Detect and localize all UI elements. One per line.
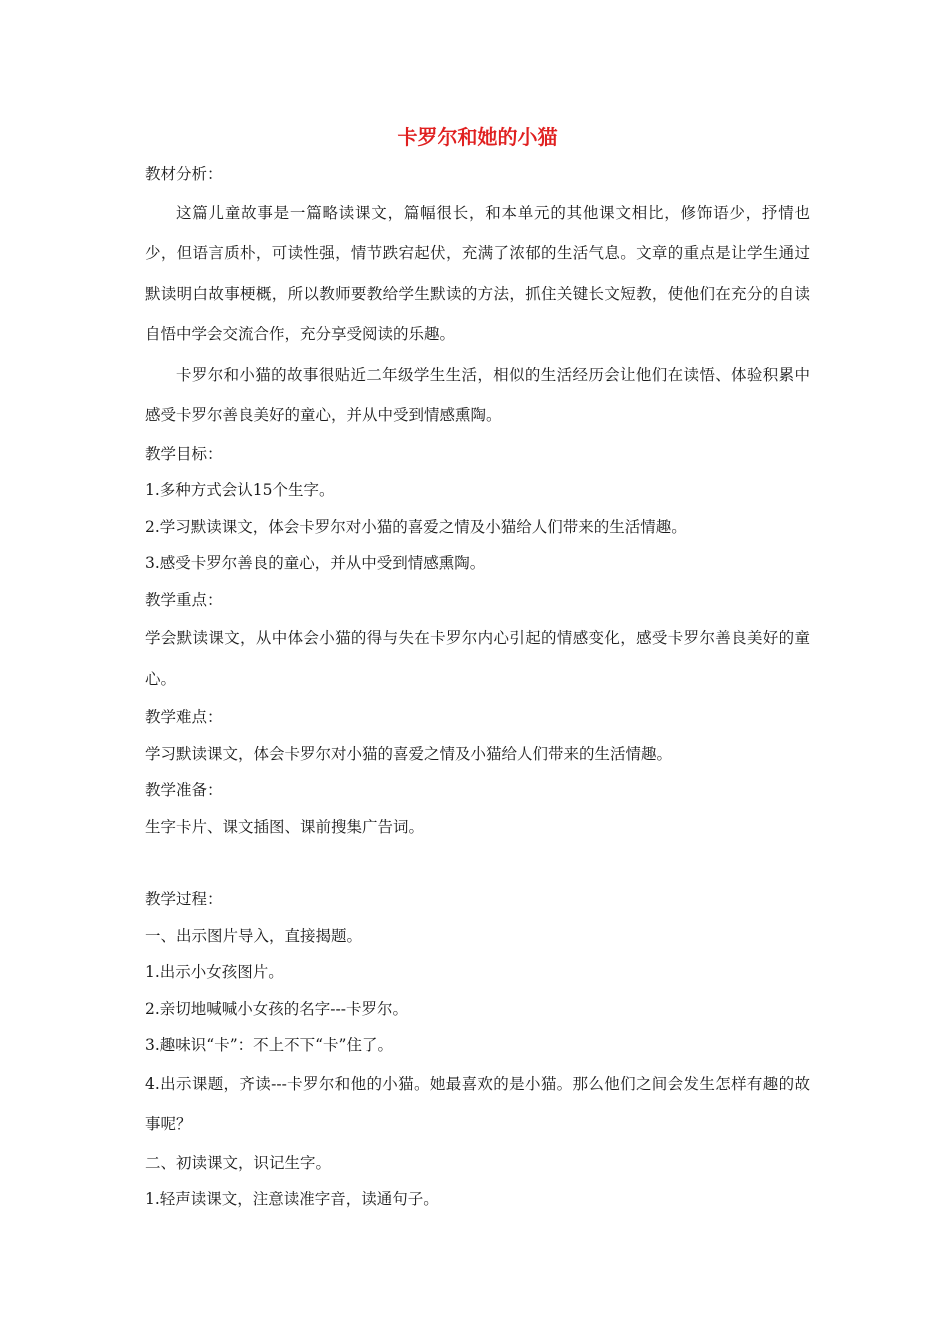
analysis-paragraph-1: 这篇儿童故事是一篇略读课文，篇幅很长，和本单元的其他课文相比，修饰语少，抒情也少，但语言质朴，可读性强，情节跌宕起伏，充满了浓郁的生活气息。文章的重点是让学生通过默读明白故事梗概，所以教师要教给学生默读的方法，抓住关键长文短教，使他们在充分的自读自悟中学会交流合作，充分享受阅读的乐趣。 bbox=[145, 203, 810, 343]
difficulties-text: 学习默读课文，体会卡罗尔对小猫的喜爱之情及小猫给人们带来的生活情趣。 bbox=[145, 744, 673, 763]
goal-item: 2.学习默读课文，体会卡罗尔对小猫的喜爱之情及小猫给人们带来的生活情趣。 bbox=[145, 517, 687, 536]
key-points-heading: 教学重点： bbox=[145, 590, 223, 609]
process-part1-heading: 一、出示图片导入，直接揭题。 bbox=[145, 926, 363, 945]
preparation-heading: 教学准备： bbox=[145, 781, 223, 799]
section-spacer bbox=[145, 845, 810, 881]
process-part2-heading: 二、初读课文，识记生字。 bbox=[145, 1153, 332, 1172]
document-content bbox=[145, 120, 810, 1218]
document-title: 卡罗尔和她的小猫 bbox=[397, 125, 558, 149]
process-step: 4.出示课题，齐读---卡罗尔和他的小猫。她最喜欢的是小猫。那么他们之间会发生怎样有趣的故事呢？ bbox=[145, 1074, 810, 1133]
difficulties-heading: 教学难点： bbox=[145, 708, 223, 726]
key-points-text: 学会默读课文，从中体会小猫的得与失在卡罗尔内心引起的情感变化，感受卡罗尔善良美好的童心。 bbox=[145, 629, 810, 688]
process-step: 3.趣味识“卡”：不上不下“卡”住了。 bbox=[145, 1036, 393, 1054]
goal-item: 1.多种方式会认15个生字。 bbox=[145, 481, 335, 499]
process-step: 1.出示小女孩图片。 bbox=[145, 963, 284, 981]
process-heading: 教学过程： bbox=[145, 890, 223, 908]
process-step: 1.轻声读课文，注意读准字音，读通句子。 bbox=[145, 1190, 439, 1208]
goal-item: 3.感受卡罗尔善良的童心，并从中受到情感熏陶。 bbox=[145, 554, 486, 572]
process-step: 2.亲切地喊喊小女孩的名字---卡罗尔。 bbox=[145, 999, 409, 1018]
preparation-text: 生字卡片、课文插图、课前搜集广告词。 bbox=[145, 817, 425, 836]
analysis-heading: 教材分析： bbox=[145, 165, 223, 183]
goals-heading: 教学目标： bbox=[145, 444, 223, 463]
analysis-paragraph-2: 卡罗尔和小猫的故事很贴近二年级学生生活，相似的生活经历会让他们在读悟、体验积累中感受卡罗尔善良美好的童心，并从中受到情感熏陶。 bbox=[145, 365, 810, 424]
